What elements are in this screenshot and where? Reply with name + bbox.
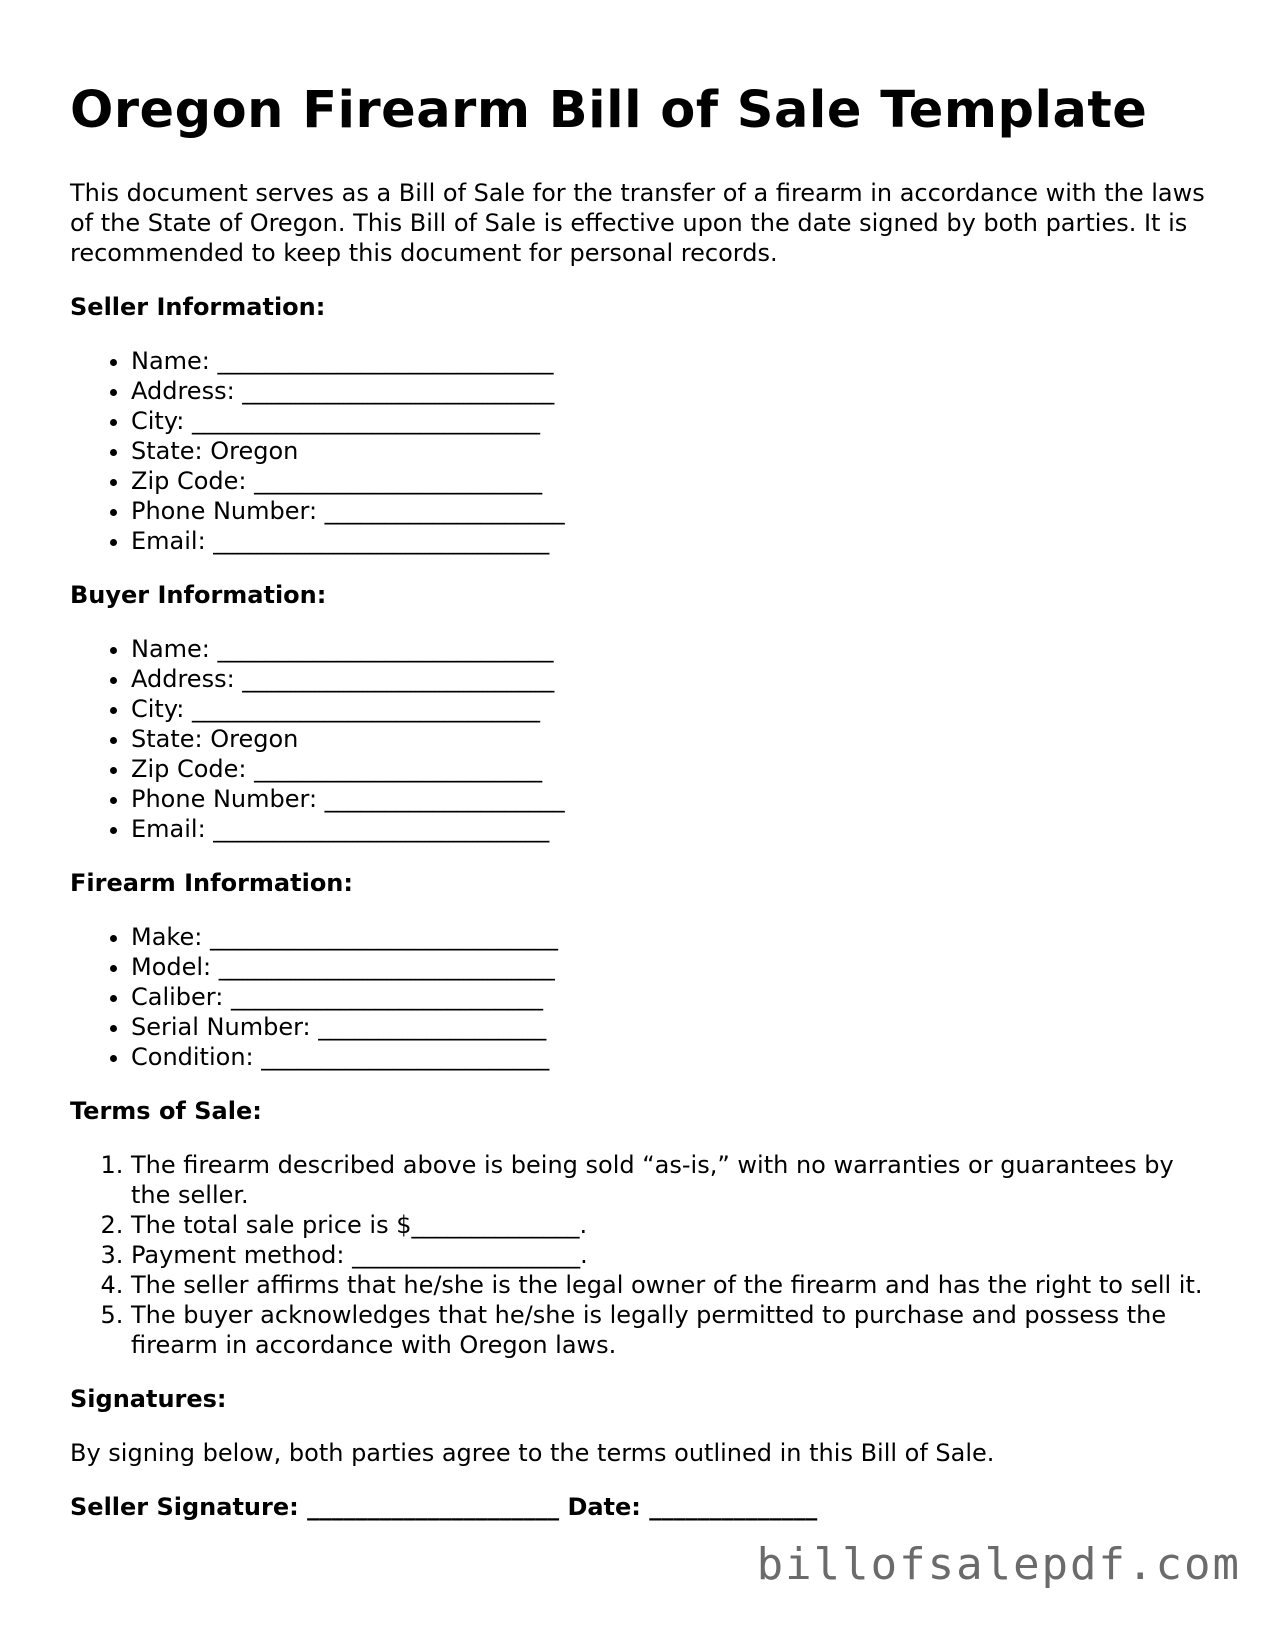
- buyer-heading: Buyer Information:: [70, 581, 327, 610]
- term-item: 1. The firearm described above is being sold “as-is,” with no warranties or guarantees by the seller.: [131, 1150, 1210, 1210]
- seller-email-field: • Email: ____________________________: [131, 526, 1210, 556]
- buyer-city-field: • City: _____________________________: [131, 694, 1210, 724]
- firearm-make-field: • Make: _____________________________: [131, 922, 1210, 952]
- buyer-email-field: • Email: ____________________________: [131, 814, 1210, 844]
- seller-phone-field: • Phone Number: ____________________: [131, 496, 1210, 526]
- seller-signature-line: Seller Signature: _____________________ Date: ______________: [70, 1493, 818, 1522]
- firearm-caliber-field: • Caliber: __________________________: [131, 982, 1210, 1012]
- signatures-heading: Signatures:: [70, 1385, 227, 1414]
- firearm-serial-field: • Serial Number: ___________________: [131, 1012, 1210, 1042]
- term-item: 2. The total sale price is $______________.: [131, 1210, 1210, 1240]
- terms-heading: Terms of Sale:: [70, 1097, 262, 1126]
- buyer-name-field: • Name: ____________________________: [131, 634, 1210, 664]
- firearm-list: [70, 922, 1210, 1072]
- page-title: Oregon Firearm Bill of Sale Template: [70, 81, 1148, 140]
- seller-name-field: • Name: ____________________________: [131, 346, 1210, 376]
- term-item: 5. The buyer acknowledges that he/she is legally permitted to purchase and possess the firearm in accordance with Oregon laws.: [131, 1300, 1210, 1360]
- seller-address-field: • Address: __________________________: [131, 376, 1210, 406]
- watermark: billofsalepdf.com: [756, 1539, 1241, 1590]
- intro-paragraph: This document serves as a Bill of Sale for the transfer of a firearm in accordance with the laws of the State of Oregon. This Bill of Sale is effective upon the date signed by both parties. It is recommended to keep this document for personal records.: [70, 179, 1205, 268]
- buyer-phone-field: • Phone Number: ____________________: [131, 784, 1210, 814]
- buyer-list: [70, 634, 1210, 844]
- firearm-model-field: • Model: ____________________________: [131, 952, 1210, 982]
- firearm-condition-field: • Condition: ________________________: [131, 1042, 1210, 1072]
- term-item: 3. Payment method: ___________________.: [131, 1240, 1210, 1270]
- seller-city-field: • City: _____________________________: [131, 406, 1210, 436]
- buyer-address-field: • Address: __________________________: [131, 664, 1210, 694]
- seller-heading: Seller Information:: [70, 293, 326, 322]
- firearm-heading: Firearm Information:: [70, 869, 353, 898]
- document-page: [70, 80, 1210, 1522]
- buyer-state-field: • State: Oregon: [131, 724, 1210, 754]
- seller-zip-field: • Zip Code: ________________________: [131, 466, 1210, 496]
- terms-list: [70, 1150, 1210, 1360]
- buyer-zip-field: • Zip Code: ________________________: [131, 754, 1210, 784]
- term-item: 4. The seller affirms that he/she is the legal owner of the firearm and has the right to sell it.: [131, 1270, 1210, 1300]
- seller-state-field: • State: Oregon: [131, 436, 1210, 466]
- signatures-text: By signing below, both parties agree to the terms outlined in this Bill of Sale.: [70, 1439, 995, 1468]
- seller-list: [70, 346, 1210, 556]
